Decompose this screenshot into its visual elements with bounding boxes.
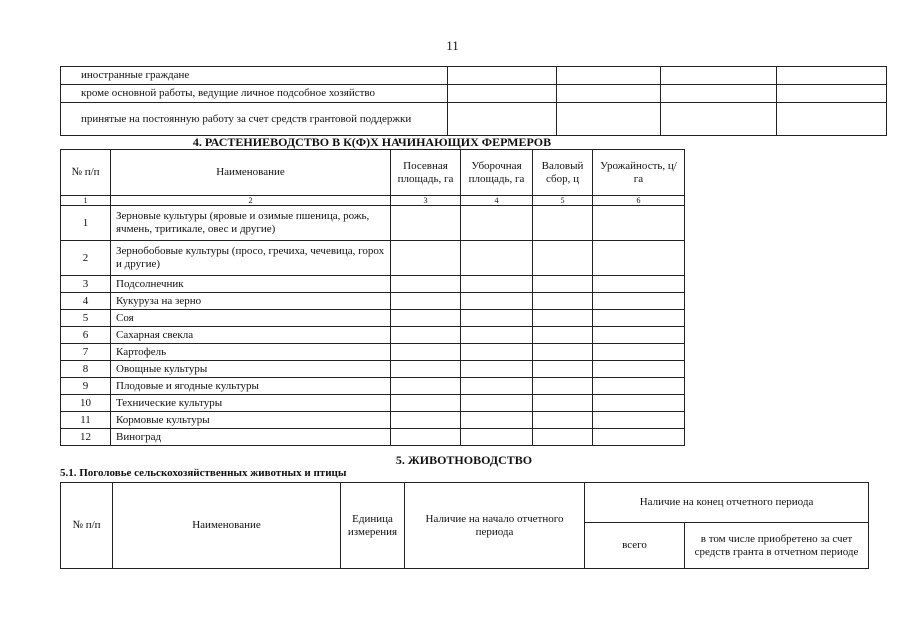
table-row [61,361,685,378]
table-cell [448,103,557,136]
table-cell [533,378,593,395]
table-cell [593,429,685,446]
table-cell [391,310,461,327]
table-cell [448,67,557,85]
table-cell [557,67,661,85]
row-num: 1 [61,206,111,241]
row-num: 10 [61,395,111,412]
crop-name: Сахарная свекла [111,327,391,344]
header-name: Наименование [113,483,341,569]
table-cell [593,344,685,361]
table-cell [391,429,461,446]
table-cell [777,85,887,103]
livestock-table [60,482,869,569]
table-row [61,85,887,103]
row-num: 3 [61,276,111,293]
table-row [61,103,887,136]
table-cell [391,344,461,361]
row-num: 7 [61,344,111,361]
table-cell [593,361,685,378]
row-label: иностранные граждане [61,67,448,85]
table-cell [593,241,685,276]
table-row [61,378,685,395]
crop-name: Зерновые культуры (яровые и озимые пшеница, рожь, ячмень, тритикале, овес и другие) [111,206,391,241]
table-cell [533,361,593,378]
table-cell [661,103,777,136]
table-cell [593,327,685,344]
table-cell [661,85,777,103]
table-cell [461,395,533,412]
table-cell [461,206,533,241]
header-num: № п/п [61,483,113,569]
table-row [61,276,685,293]
table-cell [533,327,593,344]
table-cell [661,67,777,85]
crop-name: Соя [111,310,391,327]
table-row [61,310,685,327]
row-num: 2 [61,241,111,276]
table-cell [593,276,685,293]
column-index: 4 [461,196,533,206]
header-row [61,483,869,523]
crop-name: Картофель [111,344,391,361]
table-cell [461,361,533,378]
section-5-title: 5. ЖИВОТНОВОДСТВО [395,453,533,467]
row-label: кроме основной работы, ведущие личное подсобное хозяйство [61,85,448,103]
table-cell [533,344,593,361]
column-index: 1 [61,196,111,206]
table-cell [557,85,661,103]
table-cell [461,241,533,276]
table-row [61,241,685,276]
table-cell [557,103,661,136]
header-name: Наименование [111,150,391,196]
column-index: 3 [391,196,461,206]
crop-name: Виноград [111,429,391,446]
table-cell [533,395,593,412]
table-cell [461,344,533,361]
header-start-period: Наличие на начало отчетного периода [405,483,585,569]
row-label: принятые на постоянную работу за счет средств грантовой поддержки [61,103,448,136]
table-cell [593,412,685,429]
table-cell [391,206,461,241]
crop-name: Зернобобовые культуры (просо, гречиха, чечевица, горох и другие) [111,241,391,276]
section-5-1-title: 5.1. Поголовье сельскохозяйственных животных и птицы [60,467,347,479]
table-cell [391,276,461,293]
header-gross-yield: Валовый сбор, ц [533,150,593,196]
header-unit: Единица измерения [341,483,405,569]
table-cell [461,276,533,293]
header-harvested-area: Уборочная площадь, га [461,150,533,196]
table-row [61,429,685,446]
row-num: 9 [61,378,111,395]
table-cell [461,429,533,446]
row-num: 4 [61,293,111,310]
table-cell [533,206,593,241]
header-total: всего [585,523,685,569]
table-cell [391,327,461,344]
table-cell [593,206,685,241]
column-index-row [61,196,685,206]
table-cell [593,378,685,395]
table-cell [391,361,461,378]
table-row [61,293,685,310]
table-cell [461,310,533,327]
crop-name: Подсолнечник [111,276,391,293]
table-cell [533,429,593,446]
table-cell [593,395,685,412]
row-num: 12 [61,429,111,446]
table-cell [533,276,593,293]
crop-name: Технические культуры [111,395,391,412]
header-num: № п/п [61,150,111,196]
table-cell [593,310,685,327]
table-cell [391,378,461,395]
crop-name: Овощные культуры [111,361,391,378]
table-cell [461,293,533,310]
column-index: 5 [533,196,593,206]
table-row [61,344,685,361]
table-row [61,67,887,85]
crop-name: Кормовые культуры [111,412,391,429]
table-cell [448,85,557,103]
header-sown-area: Посевная площадь, га [391,150,461,196]
table-cell [533,310,593,327]
table-cell [461,378,533,395]
table-cell [533,241,593,276]
column-index: 2 [111,196,391,206]
table-cell [391,293,461,310]
table-row [61,412,685,429]
column-index: 6 [593,196,685,206]
table-cell [777,67,887,85]
header-end-period: Наличие на конец отчетного периода [585,483,869,523]
header-yield-per-ha: Урожайность, ц/га [593,150,685,196]
table-cell [533,293,593,310]
page-number: 11 [446,38,459,53]
table-cell [391,412,461,429]
table-row [61,206,685,241]
header-grant-purchased: в том числе приобретено за счет средств гранта в отчетном периоде [685,523,869,569]
section-4-title: 4. РАСТЕНИЕВОДСТВО В К(Ф)Х НАЧИНАЮЩИХ ФЕРМЕРОВ [192,135,552,149]
crop-name: Кукуруза на зерно [111,293,391,310]
row-num: 5 [61,310,111,327]
employees-continuation-table [60,66,887,136]
table-cell [391,395,461,412]
crop-name: Плодовые и ягодные культуры [111,378,391,395]
row-num: 6 [61,327,111,344]
table-cell [777,103,887,136]
crop-production-table [60,149,685,446]
table-cell [533,412,593,429]
table-cell [461,327,533,344]
table-cell [391,241,461,276]
table-cell [461,412,533,429]
header-row [61,150,685,196]
table-cell [593,293,685,310]
table-row [61,327,685,344]
row-num: 8 [61,361,111,378]
table-row [61,395,685,412]
row-num: 11 [61,412,111,429]
